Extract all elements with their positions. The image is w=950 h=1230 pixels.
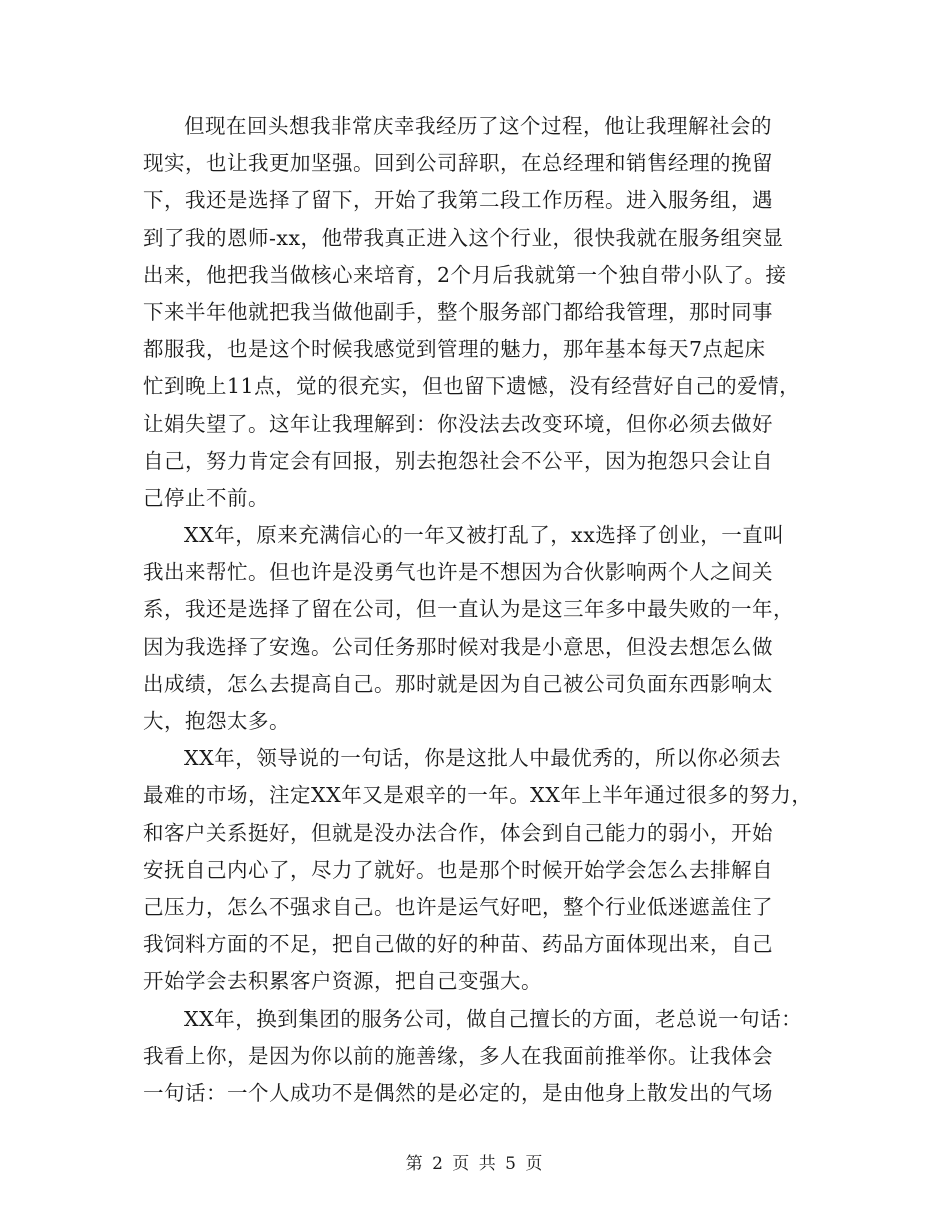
text-line: 开始学会去积累客户资源，把自己变强大。 [143, 969, 542, 994]
text-line: 自己，努力肯定会有回报，别去抱怨社会不公平，因为抱怨只会让自 [143, 448, 773, 473]
text-line: XX年，换到集团的服务公司，做自己擅长的方面，老总说一句话： [184, 1006, 803, 1031]
text-line: 忙到晚上11点，觉的很充实，但也留下遗憾，没有经营好自己的爱情， [143, 374, 801, 399]
body-text [143, 108, 823, 1112]
text-line: 出来，他把我当做核心来培育，2个月后我就第一个独自带小队了。接 [143, 262, 787, 287]
paragraph-4 [143, 1001, 823, 1113]
text-line: 和客户关系挺好，但就是没办法合作，体会到自己能力的弱小，开始 [143, 820, 773, 845]
text-line: 让娟失望了。这年让我理解到：你没法去改变环境，但你必须去做好 [143, 411, 773, 436]
text-line: 安抚自己内心了，尽力了就好。也是那个时候开始学会怎么去排解自 [143, 857, 773, 882]
text-line: 一句话：一个人成功不是偶然的是必定的，是由他身上散发出的气场 [143, 1080, 773, 1105]
text-line: XX年，原来充满信心的一年又被打乱了，xx选择了创业，一直叫 [184, 523, 785, 548]
text-line: 出成绩，怎么去提高自己。那时就是因为自己被公司负面东西影响太 [143, 671, 773, 696]
text-line: 大，抱怨太多。 [143, 709, 290, 733]
text-line: 下来半年他就把我当做他副手，整个服务部门都给我管理，那时同事 [143, 299, 773, 324]
text-line: 但现在回头想我非常庆幸我经历了这个过程，他让我理解社会的 [184, 114, 772, 138]
paragraph-1 [143, 108, 823, 517]
text-line: 我出来帮忙。但也许是没勇气也许是不想因为合伙影响两个人之间关 [143, 560, 773, 585]
text-line: 因为我选择了安逸。公司任务那时候对我是小意思，但没去想怎么做 [143, 634, 773, 659]
text-line: 下，我还是选择了留下，开始了我第二段工作历程。进入服务组，遇 [143, 188, 773, 213]
text-line: 系，我还是选择了留在公司，但一直认为是这三年多中最失败的一年， [143, 597, 794, 622]
text-line: 我看上你，是因为你以前的施善缘，多人在我面前推举你。让我体会 [143, 1043, 773, 1068]
text-line: XX年，领导说的一句话，你是这批人中最优秀的，所以你必须去 [184, 746, 782, 771]
paragraph-2 [143, 517, 823, 740]
text-line: 最难的市场，注定XX年又是艰辛的一年。XX年上半年通过很多的努力， [143, 783, 813, 808]
text-line: 我饲料方面的不足，把自己做的好的种苗、药品方面体现出来，自己 [143, 932, 773, 957]
text-line: 己停止不前。 [143, 485, 269, 510]
page-number-footer: 第 2 页 共 5 页 [405, 1154, 545, 1174]
text-line: 现实，也让我更加坚强。回到公司辞职，在总经理和销售经理的挽留 [143, 151, 773, 176]
text-line: 都服我，也是这个时候我感觉到管理的魅力，那年基本每天7点起床 [143, 337, 766, 362]
text-line: 己压力，怎么不强求自己。也许是运气好吧，整个行业低迷遮盖住了 [143, 894, 773, 919]
text-line: 到了我的恩师-xx，他带我真正进入这个行业，很快我就在服务组突显 [143, 225, 784, 250]
paragraph-3 [143, 740, 823, 1000]
